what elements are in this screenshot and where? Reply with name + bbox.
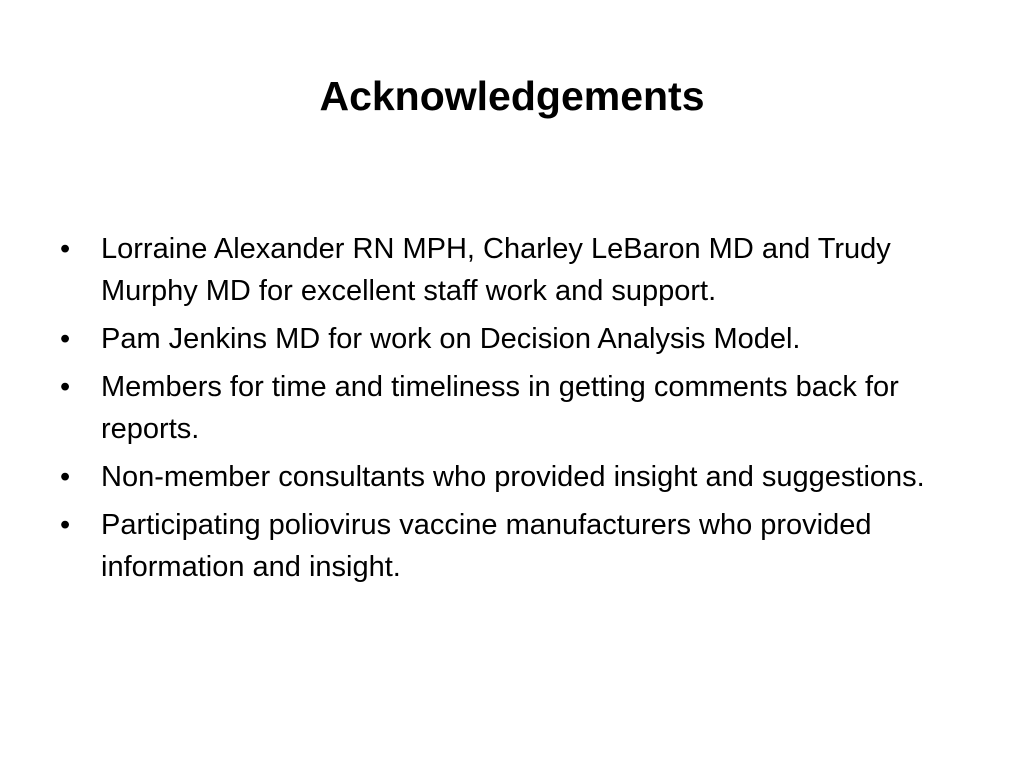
bullet-text: Pam Jenkins MD for work on Decision Analysis Model. [101,323,801,355]
bullet-item [56,366,956,450]
bullet-text: Participating poliovirus vaccine manufacturers who provided information and insight. [101,509,872,583]
bullet-marker: • [60,371,71,403]
bullet-marker: • [60,323,71,355]
bullet-text: Members for time and timeliness in getting comments back for reports. [101,371,899,445]
bullet-marker: • [60,233,71,265]
bullet-text: Non-member consultants who provided insight and suggestions. [101,461,925,493]
bullet-list [56,228,956,594]
bullet-item [56,318,956,360]
bullet-item [56,228,956,312]
bullet-text: Lorraine Alexander RN MPH, Charley LeBaron MD and Trudy Murphy MD for excellent staff work and support. [101,233,891,307]
bullet-item [56,504,956,588]
slide-title: Acknowledgements [319,73,705,119]
bullet-marker: • [60,461,71,493]
bullet-item [56,456,956,498]
bullet-marker: • [60,509,71,541]
